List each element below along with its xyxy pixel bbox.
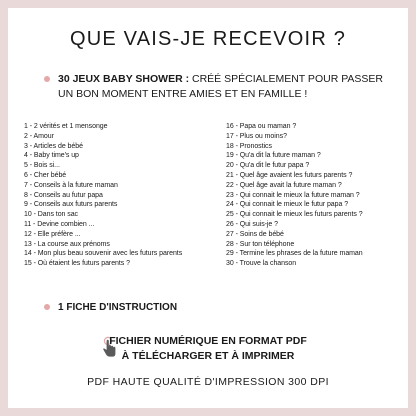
- games-list-left: [24, 122, 182, 269]
- page-title: QUE VAIS-JE RECEVOIR ?: [69, 28, 347, 50]
- game-list-item: 8 - Conseils au futur papa: [24, 191, 103, 199]
- bullet-dot-icon: [44, 304, 50, 310]
- game-list-item: 4 - Baby time's up: [24, 152, 79, 160]
- game-list-item: 25 - Qui connait le mieux les futurs parents ?: [226, 211, 363, 219]
- game-list-item: 21 - Quel âge avaient les futurs parents ?: [226, 171, 353, 179]
- document-page: [8, 8, 408, 408]
- game-list-item: 18 - Pronostics: [226, 142, 272, 150]
- game-list-item: 28 - Sur ton téléphone: [226, 240, 295, 248]
- bullet-dot-icon: [44, 76, 50, 82]
- game-list-item: 30 - Trouve la chanson: [226, 260, 297, 268]
- game-list-item: 13 - La course aux prénoms: [24, 240, 110, 248]
- games-list-right: [226, 122, 363, 269]
- game-list-item: 15 - Où étaient les futurs parents ?: [24, 260, 130, 268]
- game-list-item: 26 - Qui suis-je ?: [226, 220, 279, 228]
- file-info: [8, 334, 408, 364]
- bullet-games: [58, 72, 388, 102]
- game-list-item: 20 - Qu'a dit le futur papa ?: [226, 162, 310, 170]
- game-list-item: 11 - Devine combien ...: [24, 220, 95, 228]
- game-list-item: 9 - Conseils aux futurs parents: [24, 201, 118, 209]
- game-list-item: 23 - Qui connait le mieux la future maman ?: [226, 191, 360, 199]
- game-list-item: 17 - Plus ou moins?: [226, 132, 287, 140]
- game-list-item: 19 - Qu'a dit la future maman ?: [226, 152, 321, 160]
- game-list-item: 7 - Conseils à la future maman: [24, 181, 118, 189]
- game-list-item: 5 - Bois si...: [24, 162, 60, 170]
- games-count-label: 30 JEUX BABY SHOWER :: [58, 73, 190, 85]
- instructions-label: 1 FICHE D'INSTRUCTION: [58, 302, 178, 313]
- games-description: CRÉÉ SPÉCIALEMENT POUR PASSER UN BON MOMENT ENTRE AMIES ET EN FAMILLE !: [58, 73, 384, 100]
- game-list-item: 3 - Articles de bébé: [24, 142, 83, 150]
- file-format-line: FICHIER NUMÉRIQUE EN FORMAT PDF: [109, 335, 307, 347]
- game-list-item: 14 - Mon plus beau souvenir avec les futurs parents: [24, 250, 183, 258]
- game-list-item: 27 - Soins de bébé: [226, 230, 284, 238]
- game-list-item: 16 - Papa ou maman ?: [226, 123, 297, 130]
- print-quality-note: PDF HAUTE QUALITÉ D'IMPRESSION 300 DPI: [87, 376, 329, 388]
- game-list-item: 29 - Termine les phrases de la future maman: [226, 250, 363, 258]
- game-list-item: 1 - 2 vérités et 1 mensonge: [24, 123, 108, 130]
- file-print-line: À TÉLÉCHARGER ET À IMPRIMER: [121, 350, 295, 362]
- game-list-item: 6 - Cher bébé: [24, 171, 67, 179]
- game-list-item: 10 - Dans ton sac: [24, 211, 79, 219]
- game-list-item: 12 - Elle préfère ...: [24, 230, 81, 238]
- game-list-item: 24 - Qui connait le mieux le futur papa ?: [226, 201, 349, 209]
- game-list-item: 22 - Quel âge avait la future maman ?: [226, 181, 342, 189]
- game-list-item: 2 - Amour: [24, 132, 54, 140]
- bullet-instructions: [58, 300, 388, 315]
